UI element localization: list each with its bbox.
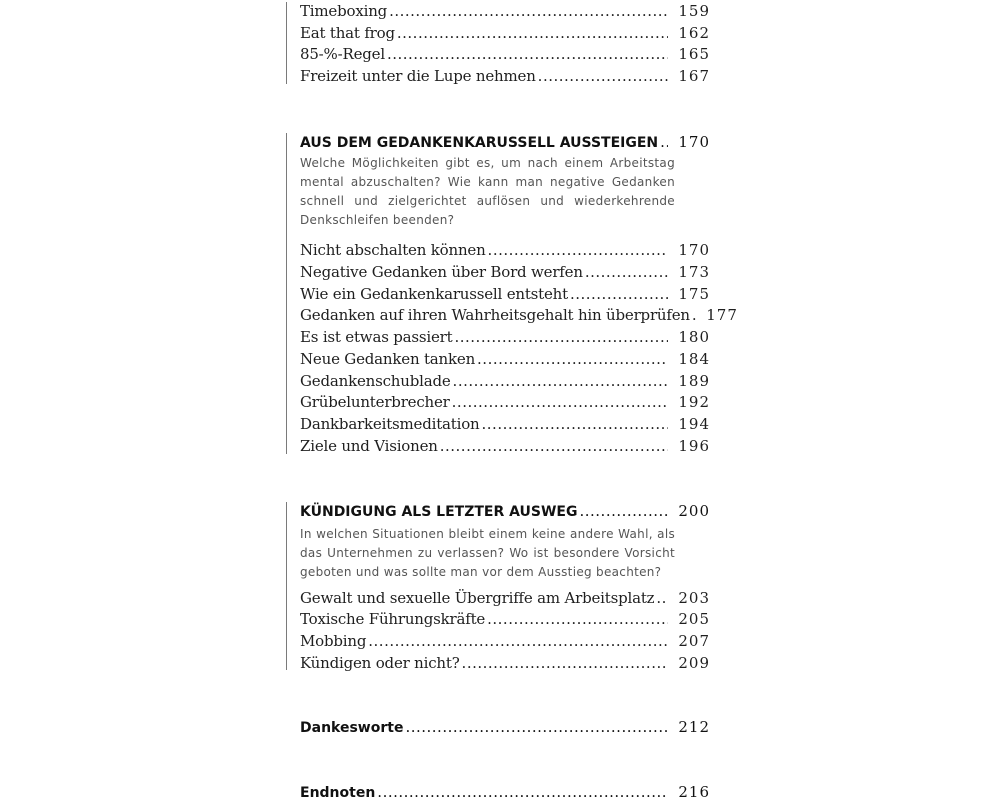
toc-entry[interactable]: [300, 437, 710, 455]
toc-entry[interactable]: [300, 632, 710, 650]
dot-leader: [579, 502, 668, 520]
toc-entry-title: Gedankenschublade: [300, 372, 451, 390]
toc-entry[interactable]: [300, 285, 710, 303]
toc-entry[interactable]: [300, 589, 710, 607]
toc-backmatter-entry[interactable]: [300, 783, 710, 801]
toc-entry-title: Es ist etwas passiert: [300, 328, 453, 346]
dot-leader: [377, 783, 668, 801]
toc-entry-title: Negative Gedanken über Bord werfen: [300, 263, 583, 281]
toc-entry-title: Ziele und Visionen: [300, 437, 438, 455]
toc-entry-page: 167: [678, 67, 710, 85]
toc-section-time-management: [286, 0, 716, 90]
dot-leader: [656, 589, 668, 607]
toc-entry-title: Mobbing: [300, 632, 367, 650]
dot-leader: [538, 67, 668, 85]
dot-leader: [462, 654, 668, 672]
dot-leader: [487, 610, 668, 628]
toc-entry-page: 209: [678, 654, 710, 672]
toc-entry-page: 175: [678, 285, 710, 303]
toc-entry-page: 159: [678, 2, 710, 20]
toc-entry-page: 205: [678, 610, 710, 628]
toc-backmatter-entry[interactable]: [300, 718, 710, 736]
toc-entry-title: Dankbarkeitsmeditation: [300, 415, 480, 433]
dot-leader: [660, 133, 668, 151]
chapter-page: 200: [678, 502, 710, 520]
toc-entry-title: Kündigen oder nicht?: [300, 654, 460, 672]
toc-entry-page: 189: [678, 372, 710, 390]
dot-leader: [488, 241, 668, 259]
backmatter-title: Dankesworte: [300, 720, 404, 736]
dot-leader: [405, 718, 668, 736]
toc-entry-title: Toxische Führungskräfte: [300, 610, 486, 628]
chapter-page: 170: [678, 133, 710, 151]
toc-entry-title: Wie ein Gedankenkarussell entsteht: [300, 285, 568, 303]
dot-leader: [389, 2, 668, 20]
toc-entry-page: 173: [678, 263, 710, 281]
dot-leader: [397, 24, 668, 42]
toc-entry-page: 184: [678, 350, 710, 368]
backmatter-page: 216: [678, 783, 710, 801]
dot-leader: [453, 372, 668, 390]
dot-leader: [454, 328, 668, 346]
toc-section-gedankenkarussell: [286, 133, 738, 458]
toc-section-kuendigung: [286, 502, 716, 674]
toc-backmatter: [286, 718, 716, 800]
toc-entry-title: Gewalt und sexuelle Übergriffe am Arbeitsplatz: [300, 589, 655, 607]
chapter-description: In welchen Situationen bleibt einem keine andere Wahl, als das Unternehmen zu verlassen? Wo ist besondere Vorsicht geboten und was sollte man vor dem Ausstieg beachten?: [300, 527, 675, 579]
backmatter-title: Endnoten: [300, 785, 376, 801]
chapter-title: AUS DEM GEDANKENKARUSSELL AUSSTEIGEN: [300, 135, 659, 151]
toc-entry[interactable]: [300, 24, 710, 42]
chapter-description: Welche Möglichkeiten gibt es, um nach einem Arbeitstag mental abzuschalten? Wie kann man negative Gedanken schnell und zielgerichtet auflösen und wiederkehrende Denkschleifen beenden?: [300, 156, 675, 227]
toc-entry-title: Freizeit unter die Lupe nehmen: [300, 67, 536, 85]
dot-leader: [452, 393, 668, 411]
toc-entry-title: 85-%-Regel: [300, 45, 385, 63]
toc-entry[interactable]: [300, 263, 710, 281]
dot-leader: [368, 632, 668, 650]
toc-entry-page: 207: [678, 632, 710, 650]
toc-entry[interactable]: [300, 654, 710, 672]
section-bar: [286, 133, 287, 454]
toc-entry[interactable]: [300, 610, 710, 628]
section-bar: [286, 502, 287, 670]
toc-entry[interactable]: [300, 393, 710, 411]
toc-entry[interactable]: [300, 328, 710, 346]
dot-leader: [570, 285, 668, 303]
toc-entry-page: 170: [678, 241, 710, 259]
toc-chapter-heading[interactable]: [300, 133, 710, 151]
dot-leader: [585, 263, 668, 281]
dot-leader: [440, 437, 668, 455]
toc-entry-page: 180: [678, 328, 710, 346]
backmatter-page: 212: [678, 718, 710, 736]
toc-entry-title: Nicht abschalten können: [300, 241, 486, 259]
toc-chapter-heading[interactable]: [300, 502, 710, 520]
dot-leader: [387, 45, 668, 63]
toc-entry[interactable]: [300, 241, 710, 259]
toc-entry[interactable]: [300, 350, 710, 368]
toc-entry[interactable]: [300, 372, 710, 390]
section-bar: [286, 2, 287, 84]
dot-leader: [482, 415, 668, 433]
toc-entry-page: 203: [678, 589, 710, 607]
toc-entry-title: Timeboxing: [300, 2, 388, 20]
dot-leader: [477, 350, 668, 368]
toc-entry-title: Gedanken auf ihren Wahrheitsgehalt hin überprüfen: [300, 306, 690, 324]
dot-leader: [692, 306, 696, 324]
chapter-title: KÜNDIGUNG ALS LETZTER AUSWEG: [300, 504, 578, 520]
toc-entry-title: Neue Gedanken tanken: [300, 350, 476, 368]
toc-entry-title: Eat that frog: [300, 24, 395, 42]
toc-entry[interactable]: [300, 306, 738, 324]
toc-entry-page: 192: [678, 393, 710, 411]
toc-entry[interactable]: [300, 45, 710, 63]
toc-entry[interactable]: [300, 415, 710, 433]
toc-entry-page: 165: [678, 45, 710, 63]
toc-entry[interactable]: [300, 2, 710, 20]
toc-entry-page: 162: [678, 24, 710, 42]
toc-entry[interactable]: [300, 67, 710, 85]
toc-entry-page: 194: [678, 415, 710, 433]
toc-entry-page: 177: [706, 306, 738, 324]
toc-entry-title: Grübelunterbrecher: [300, 393, 450, 411]
toc-entry-page: 196: [678, 437, 710, 455]
